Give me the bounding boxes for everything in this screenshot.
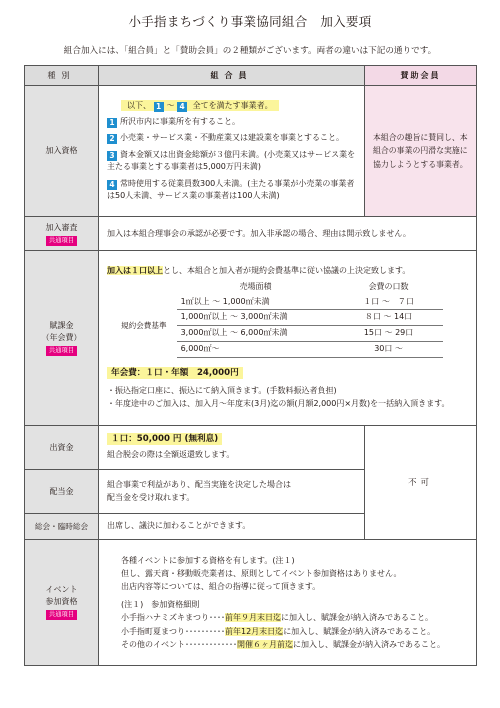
lead-suffix: 全てを満たす事業者。	[192, 100, 273, 110]
event-rule	[107, 611, 468, 624]
event-line: 但し、露天商・移動販売業者は、原則としてイベント参加資格はありません。	[121, 568, 402, 578]
meeting-label: 総会・臨時総会	[25, 514, 99, 540]
header-supporter: 賛助会員	[365, 66, 477, 86]
qualification-item	[107, 178, 356, 203]
qualification-supporter: 本組合の趣旨に賛同し、本組合の事業の円滑な実施に協力しようとする事業者。	[365, 86, 477, 217]
fee-note: ・振込指定口座に、振込にて納入頂きます。(手数料振込者負担)	[107, 386, 337, 396]
rule-condition: に加入し、賦課金が納入済みであること。	[281, 613, 433, 623]
common-tag: 共通項目	[46, 236, 77, 246]
standard-label: 規約会費基準	[121, 320, 167, 330]
rule-deadline: 前年12月末日迄	[225, 626, 284, 636]
qualification-member	[99, 86, 365, 217]
event-content	[99, 539, 477, 665]
badge-4: 4	[177, 102, 187, 112]
item-number: 3	[107, 151, 117, 161]
qualification-item	[107, 132, 356, 144]
item-text: 所沢市内に事業所を有すること。	[120, 117, 240, 127]
fee-label: 賦課金	[49, 321, 74, 330]
rule-event: その他のイベント	[121, 639, 185, 649]
event-note-title: (注１) 参加資格細則	[121, 600, 200, 610]
event-line: 出店内容等については、組合の指導に従って頂きます。	[121, 582, 321, 592]
review-label-cell	[25, 217, 99, 251]
fee-lead-highlight: 加入は１口以上	[107, 265, 163, 275]
page-title: 小手指まちづくり事業協同組合 加入要項	[128, 14, 372, 29]
item-text: 常時使用する従業員数300人未満。(主たる事業が小売業の事業者は50人未満、サービス業の事業者は100人未満)	[107, 178, 355, 200]
fee-label-cell	[25, 251, 99, 426]
fee-standard-table	[117, 280, 443, 358]
event-rule	[107, 638, 468, 651]
rule-condition: に加入し、賦課金が納入済みであること。	[293, 639, 445, 649]
dividend-content	[99, 470, 365, 514]
supporter-not-allowed: 不可	[365, 426, 477, 540]
item-number: 2	[107, 134, 117, 144]
item-number: 1	[107, 118, 117, 128]
fee-range: 6,000㎡～	[177, 341, 335, 357]
fee-units: １口 ～ ７口	[335, 295, 443, 310]
fee-units: 30口 ～	[335, 341, 443, 357]
rule-deadline: 前年９月末日迄	[225, 613, 281, 623]
fee-units: 15口 ～ 29口	[335, 326, 443, 342]
fee-row	[25, 251, 477, 426]
fee-range: 3,000㎡以上 ～ 6,000㎡未満	[177, 326, 335, 342]
capital-row	[25, 426, 477, 470]
common-tag: 共通項目	[46, 610, 77, 620]
rule-dots: ･･････････	[185, 626, 225, 636]
qualification-item	[107, 149, 356, 174]
fee-range: 1,000㎡以上 ～ 3,000㎡未満	[177, 310, 335, 326]
review-row	[25, 217, 477, 251]
event-rule	[107, 625, 468, 638]
event-row	[25, 539, 477, 665]
rule-event: 小手指町夏まつり	[121, 626, 185, 636]
item-text: 資本金額又は出資金総額が３億円未満。(小売業又はサービス業を主たる事業とする事業者は5,000万円未満)	[107, 149, 356, 172]
event-label: イベント	[45, 585, 78, 595]
fee-units: ８口 ～ 14口	[335, 310, 443, 326]
header-category: 種別	[25, 66, 99, 86]
fee-lead-text: とし、本組合と加入者が規約会費基準に従い協議の上決定致します。	[163, 265, 411, 275]
fee-range: 1㎡以上 ～ 1,000㎡未満	[177, 295, 335, 310]
annual-fee: 年会費：１口・年額 24,000円	[107, 367, 243, 379]
header-member: 組合員	[99, 66, 365, 86]
event-label-sub: 参加資格	[45, 597, 78, 607]
requirements-table	[24, 65, 477, 666]
fee-label-sub: （年会費）	[41, 333, 82, 342]
review-label: 加入審査	[45, 222, 78, 232]
dividend-label: 配当金	[25, 470, 99, 514]
rule-event: 小手指ハナミズキまつり	[121, 613, 209, 623]
item-number: 4	[107, 180, 117, 190]
rule-dots: ････	[209, 613, 225, 623]
item-text: 小売業・サービス業・不動産業又は建設業を事業とすること。	[120, 133, 344, 143]
badge-1: 1	[154, 102, 164, 112]
dividend-line: 組合事業で利益があり、配当実施を決定した場合は	[107, 479, 291, 489]
qualification-row	[25, 86, 477, 217]
capital-amount: １口：50,000 円 (無利息)	[107, 433, 222, 445]
event-label-cell	[25, 539, 99, 665]
lead-prefix: 以下、	[127, 100, 151, 110]
meeting-text: 出席し、議決に加わることができます。	[99, 514, 365, 540]
fee-note: ・年度途中のご加入は、加入月～年度末(3月)迄の額(月額2,000円×月数)を一括納入頂きます。	[107, 399, 450, 409]
capital-text: 組合脱会の際は全額返還致します。	[107, 449, 235, 459]
capital-label: 出資金	[25, 426, 99, 470]
rule-condition: に加入し、賦課金が納入済みであること。	[283, 626, 436, 636]
qualification-label: 加入資格	[25, 86, 99, 217]
common-tag: 共通項目	[46, 346, 77, 356]
capital-content	[99, 426, 365, 470]
col-area: 売場面積	[239, 281, 272, 291]
qualification-item	[107, 116, 356, 128]
intro-text: 組合加入には、「組合員」と「賛助会員」の２種類がございます。両者の違いは下記の通りです。	[63, 46, 437, 56]
qualification-lead	[121, 100, 279, 111]
review-text: 加入は本組合理事会の承認が必要です。加入非承認の場合、理由は開示致しません。	[99, 217, 477, 251]
header-row	[25, 66, 477, 86]
rule-deadline: 開催６ヶ月前迄	[237, 639, 293, 649]
fee-content	[99, 251, 477, 426]
dividend-line: 配当金を受け取れます。	[107, 492, 195, 502]
col-units: 会費の口数	[368, 281, 409, 291]
event-line: 各種イベントに参加する資格を有します。(注１)	[121, 555, 295, 565]
rule-dots: ･････････････	[185, 639, 237, 649]
lead-tilde: ～	[166, 100, 175, 110]
